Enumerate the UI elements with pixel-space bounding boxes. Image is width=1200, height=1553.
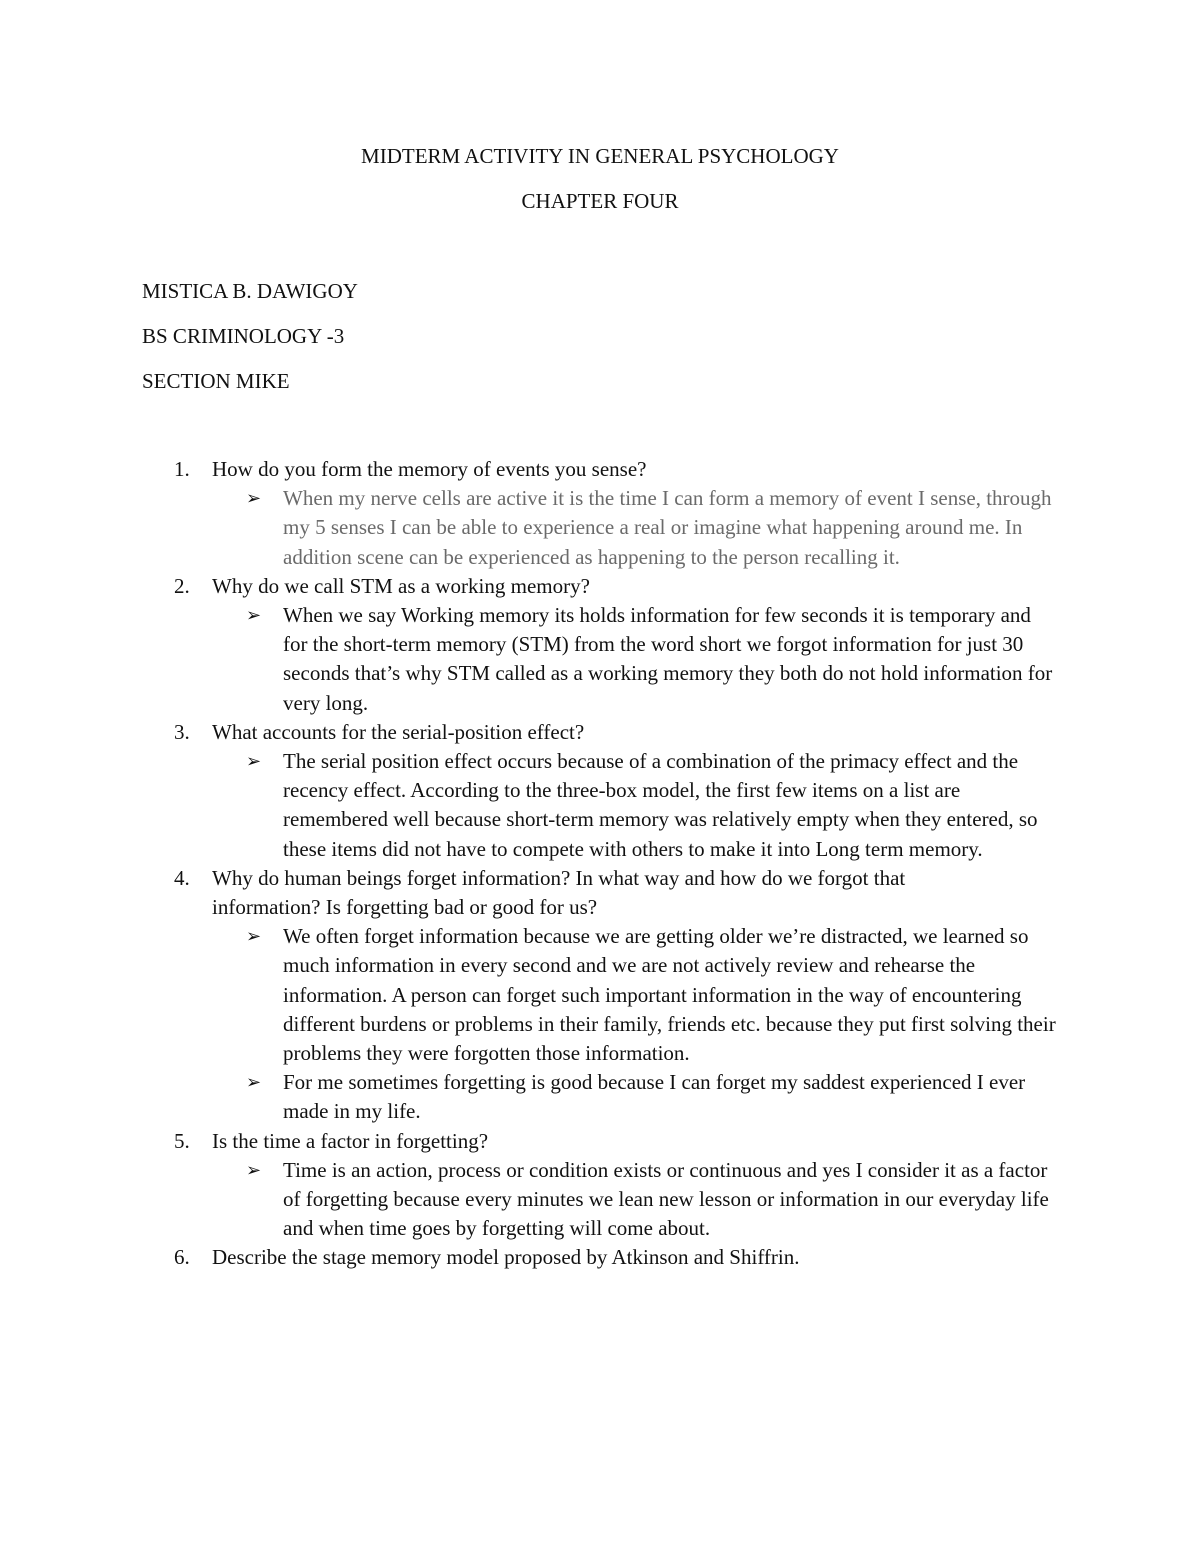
answer-text: When we say Working memory its holds information for few seconds it is temporary and for the short-term memory (STM) from the word short we forgot information for just 30 seconds that’s why STM called as a working memory they both do not hold information for very long. bbox=[283, 603, 1053, 715]
question-item bbox=[0, 1243, 1200, 1272]
question-item bbox=[0, 718, 1200, 864]
arrowhead-bullet-icon: ➢ bbox=[246, 488, 262, 510]
student-name: MISTICA B. DAWIGOY bbox=[142, 279, 358, 303]
arrowhead-bullet-icon: ➢ bbox=[246, 1159, 262, 1181]
question-number: 5. bbox=[174, 1128, 190, 1153]
answer-list bbox=[0, 601, 1200, 718]
answer-item bbox=[0, 747, 1200, 864]
question-text: Why do human beings forget information? In what way and how do we forgot that information? Is forgetting bad or good for us? bbox=[212, 865, 906, 920]
question-number: 1. bbox=[174, 457, 190, 481]
question-text: Why do we call STM as a working memory? bbox=[212, 573, 590, 598]
answer-list bbox=[0, 484, 1200, 572]
question-text: How do you form the memory of events you sense? bbox=[212, 457, 647, 481]
student-section: SECTION MIKE bbox=[142, 369, 290, 393]
answer-item bbox=[0, 1156, 1200, 1244]
student-course: BS CRIMINOLOGY -3 bbox=[142, 324, 345, 348]
answer-text: Time is an action, process or condition exists or continuous and yes I consider it as a factor of forgetting because every minutes we lean new lesson or information in our everyday life and when time goes by forgetting will come about. bbox=[283, 1157, 1049, 1241]
answer-list bbox=[0, 1156, 1200, 1244]
arrowhead-bullet-icon: ➢ bbox=[246, 605, 262, 627]
question-text: What accounts for the serial-position effect? bbox=[212, 719, 585, 744]
question-number: 2. bbox=[174, 573, 190, 598]
question-item bbox=[0, 455, 1200, 572]
answer-text: The serial position effect occurs because of a combination of the primacy effect and the recency effect. According to the three-box model, the first few items on a list are remembered well because short-term memory was relatively empty when they entered, so these items did not have to compete with others to make it into Long term memory. bbox=[283, 749, 1038, 861]
answer-item bbox=[0, 1068, 1200, 1126]
answer-item bbox=[0, 922, 1200, 1068]
answer-list bbox=[0, 922, 1200, 1126]
answer-item bbox=[0, 484, 1200, 572]
arrowhead-bullet-icon: ➢ bbox=[246, 1072, 262, 1094]
answer-text: When my nerve cells are active it is the time I can form a memory of event I sense, through my 5 senses I can be able to experience a real or imagine what happening around me. In addition scene can be experienced as happening to the person recalling it. bbox=[283, 486, 1052, 569]
question-number: 3. bbox=[174, 719, 190, 744]
answer-text: For me sometimes forgetting is good because I can forget my saddest experienced I ever made in my life. bbox=[283, 1070, 1026, 1124]
answer-text: We often forget information because we are getting older we’re distracted, we learned so much information in every second and we are not actively review and rehearse the information. A person can forget such important information in the way of encountering different burdens or problems in their family, friends etc. because they put first solving their problems they were forgotten those information. bbox=[283, 924, 1056, 1066]
question-number: 4. bbox=[174, 865, 190, 890]
answer-item bbox=[0, 601, 1200, 718]
question-number: 6. bbox=[174, 1245, 190, 1270]
question-item bbox=[0, 572, 1200, 718]
chapter-title: CHAPTER FOUR bbox=[521, 189, 679, 213]
arrowhead-bullet-icon: ➢ bbox=[246, 751, 262, 773]
question-text: Is the time a factor in forgetting? bbox=[212, 1128, 489, 1153]
question-item bbox=[0, 1127, 1200, 1244]
arrowhead-bullet-icon: ➢ bbox=[246, 926, 262, 948]
question-list bbox=[0, 455, 1200, 1273]
question-item bbox=[0, 864, 1200, 1127]
answer-list bbox=[0, 747, 1200, 864]
document-title: MIDTERM ACTIVITY IN GENERAL PSYCHOLOGY bbox=[361, 144, 839, 168]
question-text: Describe the stage memory model proposed by Atkinson and Shiffrin. bbox=[212, 1245, 800, 1270]
